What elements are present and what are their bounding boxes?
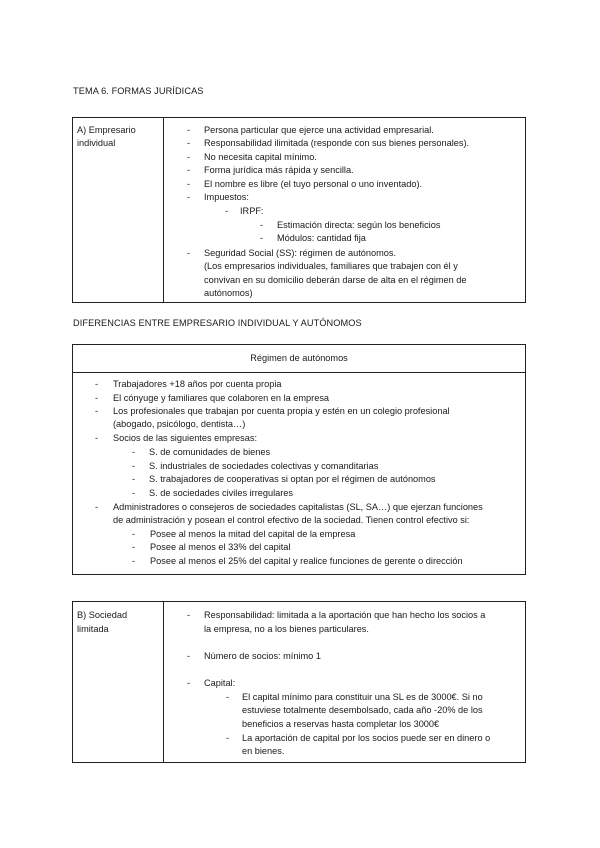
bullet-dash: - xyxy=(132,474,136,484)
list-item: Posee al menos el 33% del capital xyxy=(150,542,291,552)
text-line: (Los empresarios individuales, familiares que trabajen con él y xyxy=(204,261,458,271)
list-item: Impuestos: xyxy=(204,192,249,202)
bullet-dash: - xyxy=(187,610,191,620)
label-line: individual xyxy=(77,138,116,148)
bullet-dash: - xyxy=(187,125,191,135)
page-title: TEMA 6. FORMAS JURÍDICAS xyxy=(73,86,204,96)
list-item: S. de sociedades civiles irregulares xyxy=(149,488,294,498)
bullet-dash: - xyxy=(132,461,136,471)
bullet-dash: - xyxy=(132,447,136,457)
bullet-dash: - xyxy=(132,529,136,539)
list-item: Responsabilidad ilimitada (responde con sus bienes personales). xyxy=(204,138,470,148)
bullet-dash: - xyxy=(187,152,191,162)
text-line: beneficios a reservas hasta completar los 3000€ xyxy=(242,719,440,729)
list-item: Módulos: cantidad fija xyxy=(277,233,366,243)
list-item: Posee al menos la mitad del capital de la empresa xyxy=(150,529,356,539)
label-line: B) Sociedad xyxy=(77,610,128,620)
text-line: estuviese totalmente desembolsado, cada año -20% de los xyxy=(242,705,483,715)
bullet-dash: - xyxy=(187,192,191,202)
list-item: Seguridad Social (SS): régimen de autónomos. xyxy=(204,248,397,258)
bullet-dash: - xyxy=(226,692,230,702)
list-item: Forma jurídica más rápida y sencilla. xyxy=(204,165,354,175)
list-item: No necesita capital mínimo. xyxy=(204,152,317,162)
list-item: El capital mínimo para constituir una SL es de 3000€. Si no xyxy=(242,692,483,702)
list-item: El nombre es libre (el tuyo personal o uno inventado). xyxy=(204,179,423,189)
bullet-dash: - xyxy=(132,488,136,498)
table-title: Régimen de autónomos xyxy=(250,353,348,363)
list-item: S. de comunidades de bienes xyxy=(149,447,271,457)
bullet-dash: - xyxy=(225,206,229,216)
list-item: Capital: xyxy=(204,678,236,688)
bullet-dash: - xyxy=(187,138,191,148)
list-item: S. trabajadores de cooperativas si optan por el régimen de autónomos xyxy=(149,474,436,484)
list-item: Administradores o consejeros de sociedades capitalistas (SL, SA…) que ejerzan funciones xyxy=(113,502,483,512)
bullet-dash: - xyxy=(260,220,264,230)
label-line: A) Empresario xyxy=(77,125,136,135)
bullet-dash: - xyxy=(260,233,264,243)
bullet-dash: - xyxy=(226,733,230,743)
text-line: de administración y posean el control efectivo de la sociedad. Tienen control efectivo si: xyxy=(113,515,470,525)
bullet-dash: - xyxy=(95,393,99,403)
text-line: la empresa, no a los bienes particulares. xyxy=(204,624,369,634)
list-item: Estimación directa: según los beneficios xyxy=(277,220,441,230)
bullet-dash: - xyxy=(187,651,191,661)
bullet-dash: - xyxy=(95,433,99,443)
text-line: autónomos) xyxy=(204,288,253,298)
list-item: El cónyuge y familiares que colaboren en la empresa xyxy=(113,393,330,403)
bullet-dash: - xyxy=(95,406,99,416)
label-line: limitada xyxy=(77,624,109,634)
bullet-dash: - xyxy=(187,248,191,258)
bullet-dash: - xyxy=(132,556,136,566)
section-heading: DIFERENCIAS ENTRE EMPRESARIO INDIVIDUAL Y AUTÓNOMOS xyxy=(73,318,362,328)
list-item: La aportación de capital por los socios puede ser en dinero o xyxy=(242,733,491,743)
text-line: (abogado, psicólogo, dentista…) xyxy=(113,419,246,429)
bullet-dash: - xyxy=(95,379,99,389)
list-item: Socios de las siguientes empresas: xyxy=(113,433,258,443)
bullet-dash: - xyxy=(187,165,191,175)
text-line: convivan en su domicilio deberán darse de alta en el régimen de xyxy=(204,275,467,285)
bullet-dash: - xyxy=(187,179,191,189)
bullet-dash: - xyxy=(95,502,99,512)
text-line: en bienes. xyxy=(242,746,285,756)
list-item: Trabajadores +18 años por cuenta propia xyxy=(113,379,282,389)
list-item: S. industriales de sociedades colectivas y comanditarias xyxy=(149,461,379,471)
bullet-dash: - xyxy=(132,542,136,552)
list-item: Persona particular que ejerce una actividad empresarial. xyxy=(204,125,434,135)
list-item: Número de socios: mínimo 1 xyxy=(204,651,321,661)
list-item: Responsabilidad: limitada a la aportación que han hecho los socios a xyxy=(204,610,486,620)
bullet-dash: - xyxy=(187,678,191,688)
list-item: IRPF: xyxy=(240,206,264,216)
list-item: Posee al menos el 25% del capital y realice funciones de gerente o dirección xyxy=(150,556,463,566)
list-item: Los profesionales que trabajan por cuenta propia y estén en un colegio profesional xyxy=(113,406,450,416)
